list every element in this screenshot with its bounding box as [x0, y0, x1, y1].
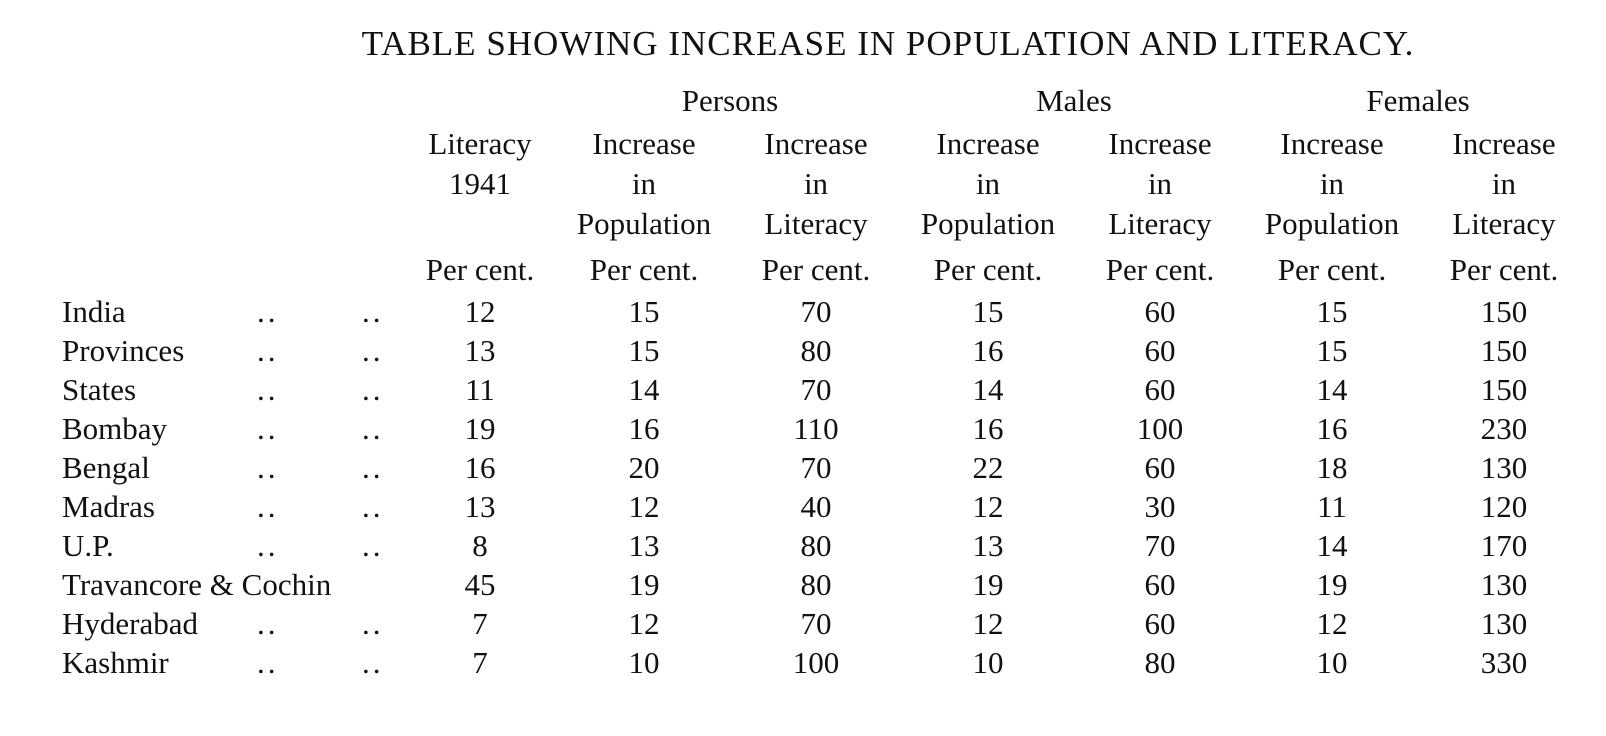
region-label: Bengal [62, 449, 150, 485]
table-cell: 130 [1480, 566, 1528, 602]
table-cell: 15 [1316, 332, 1348, 368]
table-cell: 15 [1316, 293, 1348, 329]
table-cell: 70 [800, 371, 832, 407]
region-label: Madras [62, 488, 155, 524]
table-cell: 30 [1144, 488, 1176, 524]
table-cell: 14 [1316, 371, 1348, 407]
table-cell: 14 [1316, 527, 1348, 563]
leader-dots: .. [257, 527, 279, 563]
leader-dots: .. [362, 293, 384, 329]
unit-label: Per cent. [425, 252, 535, 287]
column-header-line: in [1147, 166, 1173, 201]
leader-dots: .. [362, 371, 384, 407]
table-cell: 120 [1480, 488, 1528, 524]
table-row [62, 604, 1590, 643]
table-cell: 19 [464, 410, 496, 446]
table-cell: 230 [1480, 410, 1528, 446]
table-cell: 100 [792, 644, 840, 680]
table-cell: 16 [464, 449, 496, 485]
region-label: Hyderabad [62, 605, 198, 641]
table-cell: 14 [628, 371, 660, 407]
table-cell: 18 [1316, 449, 1348, 485]
table-cell: 16 [972, 332, 1004, 368]
leader-dots: .. [257, 488, 279, 524]
table-cell: 80 [1144, 644, 1176, 680]
table-cell: 16 [972, 410, 1004, 446]
column-header [730, 124, 902, 252]
group-males: Males [1036, 83, 1112, 118]
table-cell: 130 [1480, 449, 1528, 485]
table-body [62, 292, 1590, 682]
column-header [1246, 124, 1418, 252]
table-row [62, 370, 1590, 409]
leader-dots: .. [257, 371, 279, 407]
column-header-line: Literacy [1108, 206, 1212, 241]
column-header-line: Population [576, 206, 712, 241]
column-header-line: Increase [592, 126, 696, 161]
table-cell: 19 [972, 566, 1004, 602]
column-header-line: in [1319, 166, 1345, 201]
table-row [62, 526, 1590, 565]
region-label: Bombay [62, 410, 168, 446]
table-cell: 70 [800, 605, 832, 641]
region-label: Provinces [62, 332, 185, 368]
table-cell: 60 [1144, 293, 1176, 329]
table-cell: 13 [464, 488, 496, 524]
column-header-line: Increase [764, 126, 868, 161]
table-cell: 60 [1144, 605, 1176, 641]
column-header [902, 124, 1074, 252]
table-cell: 330 [1480, 644, 1528, 680]
units-row [62, 252, 1590, 292]
table-cell: 70 [800, 293, 832, 329]
column-header-line: Increase [1108, 126, 1212, 161]
unit-label: Per cent. [1105, 252, 1215, 287]
table-cell: 130 [1480, 605, 1528, 641]
table-title: TABLE SHOWING INCREASE IN POPULATION AND LITERACY. [361, 24, 1415, 63]
column-header [402, 124, 558, 252]
column-header-line: Increase [1452, 126, 1556, 161]
table-cell: 11 [465, 371, 495, 407]
table-cell: 60 [1144, 371, 1176, 407]
column-header-line: Literacy [764, 206, 868, 241]
leader-dots: .. [362, 488, 384, 524]
table-cell: 100 [1136, 410, 1184, 446]
column-header [1074, 124, 1246, 252]
table-row [62, 331, 1590, 370]
leader-dots: .. [257, 410, 279, 446]
table-cell: 170 [1480, 527, 1528, 563]
table-cell: 60 [1144, 332, 1176, 368]
table-cell: 70 [800, 449, 832, 485]
leader-dots: .. [257, 644, 279, 680]
column-header-line: Increase [936, 126, 1040, 161]
leader-dots: .. [362, 410, 384, 446]
table-row [62, 409, 1590, 448]
table-cell: 22 [972, 449, 1004, 485]
table-cell: 14 [972, 371, 1004, 407]
table-cell: 16 [1316, 410, 1348, 446]
table-cell: 150 [1480, 293, 1528, 329]
table-cell: 10 [1316, 644, 1348, 680]
unit-label: Per cent. [761, 252, 871, 287]
unit-label: Per cent. [589, 252, 699, 287]
table-cell: 45 [464, 566, 496, 602]
column-header-line: in [975, 166, 1001, 201]
leader-dots: .. [362, 449, 384, 485]
table-cell: 150 [1480, 371, 1528, 407]
table-cell: 80 [800, 332, 832, 368]
region-label: Kashmir [62, 644, 169, 680]
table-cell: 150 [1480, 332, 1528, 368]
table-cell: 15 [628, 293, 660, 329]
table-cell: 11 [1317, 488, 1347, 524]
leader-dots: .. [362, 527, 384, 563]
leader-dots: .. [362, 332, 384, 368]
table-cell: 19 [1316, 566, 1348, 602]
table-cell: 16 [628, 410, 660, 446]
unit-label: Per cent. [1277, 252, 1387, 287]
table-row [62, 487, 1590, 526]
unit-label: Per cent. [1449, 252, 1559, 287]
table-cell: 20 [628, 449, 660, 485]
column-header [1418, 124, 1590, 252]
table-cell: 15 [628, 332, 660, 368]
table-cell: 7 [472, 644, 488, 680]
table-cell: 13 [628, 527, 660, 563]
table-cell: 12 [628, 488, 660, 524]
group-persons: Persons [681, 83, 779, 118]
table-cell: 10 [628, 644, 660, 680]
leader-dots: .. [257, 449, 279, 485]
region-label: U.P. [62, 527, 114, 563]
region-label: States [62, 371, 137, 407]
column-header-line: in [1491, 166, 1517, 201]
table-cell: 19 [628, 566, 660, 602]
leader-dots: .. [362, 605, 384, 641]
table-cell: 10 [972, 644, 1004, 680]
column-header-line: Population [1264, 206, 1400, 241]
column-header-row [62, 124, 1590, 252]
table-cell: 80 [800, 566, 832, 602]
table-cell: 70 [1144, 527, 1176, 563]
table-cell: 13 [464, 332, 496, 368]
leader-dots: .. [362, 644, 384, 680]
group-females: Females [1366, 83, 1470, 118]
table-cell: 40 [800, 488, 832, 524]
table-row [62, 292, 1590, 331]
table-cell: 15 [972, 293, 1004, 329]
table-cell: 7 [472, 605, 488, 641]
column-header [558, 124, 730, 252]
table-cell: 12 [628, 605, 660, 641]
column-header-line: Literacy [1452, 206, 1556, 241]
table-cell: 60 [1144, 449, 1176, 485]
table-cell: 12 [464, 293, 496, 329]
region-label: India [62, 293, 126, 329]
column-header-line: 1941 [449, 166, 511, 201]
table-cell: 80 [800, 527, 832, 563]
region-label: Travancore & Cochin [62, 566, 332, 602]
table-cell: 12 [1316, 605, 1348, 641]
table-cell: 12 [972, 605, 1004, 641]
table-cell: 12 [972, 488, 1004, 524]
leader-dots: .. [257, 293, 279, 329]
column-header-line: Population [920, 206, 1056, 241]
table-row [62, 565, 1590, 604]
group-header-row [62, 78, 1590, 124]
column-header-line: Increase [1280, 126, 1384, 161]
table-cell: 13 [972, 527, 1004, 563]
table-cell: 8 [472, 527, 488, 563]
leader-dots: .. [257, 332, 279, 368]
column-header-line: in [803, 166, 829, 201]
table-cell: 110 [793, 410, 839, 446]
column-header-line: Literacy [428, 126, 532, 161]
leader-dots: .. [257, 605, 279, 641]
column-header-line [406, 204, 554, 244]
unit-label: Per cent. [933, 252, 1043, 287]
population-literacy-table [62, 78, 1590, 682]
column-header-line: in [631, 166, 657, 201]
table-row [62, 643, 1590, 682]
table-row [62, 448, 1590, 487]
table-cell: 60 [1144, 566, 1176, 602]
